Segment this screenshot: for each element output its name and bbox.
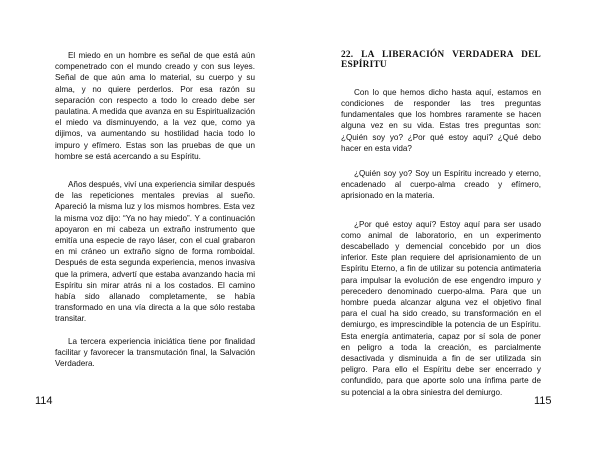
chapter-heading: 22. LA LIBERACIÓN VERDADERA DEL ESPÍRITU xyxy=(341,50,541,71)
paragraph: ¿Por qué estoy aquí? Estoy aquí para ser usado como animal de laboratorio, en un experimento descabellado y demencial concebido por un dios inferior. Este plan requiere del aprisionamiento de un Espíritu Eterno, a fin de utilizar su potencia antimateria para impulsar la evolución de ese engendro impuro y perecedero denominado cuerpo-alma. Para que un hombre pueda alcanzar alguna vez el objetivo final para el cual ha sido creado, su transformación en el demiurgo, es imprescindible la potencia de un Espíritu. Esta energía antimateria, capaz por sí sola de poner en peligro a toda la creación, es parcialmente desactivada y disminuida a fin de ser utilizada sin peligro. Para ello el Espíritu debe ser encerrado y confundido, para que aporte solo una ínfima parte de su potencial a la obra siniestra del demiurgo. xyxy=(341,219,541,397)
paragraph: Años después, viví una experiencia similar después de las repeticiones mentales previas al sueño. Apareció la misma luz y los mismos hombres. Esta vez la misma voz dijo: “Ya no hay miedo”. Y a continuación apoyaron en mi cabeza un extraño instrumento que emitía una especie de rayo láser, con el cual grabaron en mi cráneo un extraño signo de forma romboidal. Después de esta segunda experiencia, menos invasiva que la primera, advertí que estaba avanzando hacia mi Espíritu sin mirar atrás ni a los costados. El camino había sido allanado completamente, se había transformado en una vía directa a la que sólo restaba transitar. xyxy=(55,180,255,324)
page-number: 115 xyxy=(534,395,552,407)
paragraph: La tercera experiencia iniciática tiene por finalidad facilitar y favorecer la transmutación final, la Salvación Verdadera. xyxy=(55,336,255,369)
page-number: 114 xyxy=(35,395,53,407)
right-text-column xyxy=(341,50,541,398)
left-text-column xyxy=(55,50,255,369)
paragraph: El miedo en un hombre es señal de que está aún compenetrado con el mundo creado y con sus leyes. Señal de que aún ama lo material, su cuerpo y su alma, y no quiere perderlos. Por esa razón su separación con respecto a todo lo creado debe ser paulatina. A medida que avanza en su Espiritualización el miedo va disminuyendo, a la vez que, como ya dijimos, va aumentando su hostilidad hacia todo lo impuro y efímero. Estas son las pruebas de que un hombre se está acercando a su Espíritu. xyxy=(55,51,255,161)
paragraph: Con lo que hemos dicho hasta aquí, estamos en condiciones de responder las tres preguntas fundamentales que los hombres raramente se hacen alguna vez en su vida. Estas tres preguntas son: ¿Quién soy yo? ¿Por qué estoy aquí? ¿Qué debo hacer en esta vida? xyxy=(341,87,541,153)
paragraph: ¿Quién soy yo? Soy un Espíritu increado y eterno, encadenado al cuerpo-alma creado y efímero, aprisionado en la materia. xyxy=(341,169,541,201)
right-page xyxy=(300,0,600,458)
